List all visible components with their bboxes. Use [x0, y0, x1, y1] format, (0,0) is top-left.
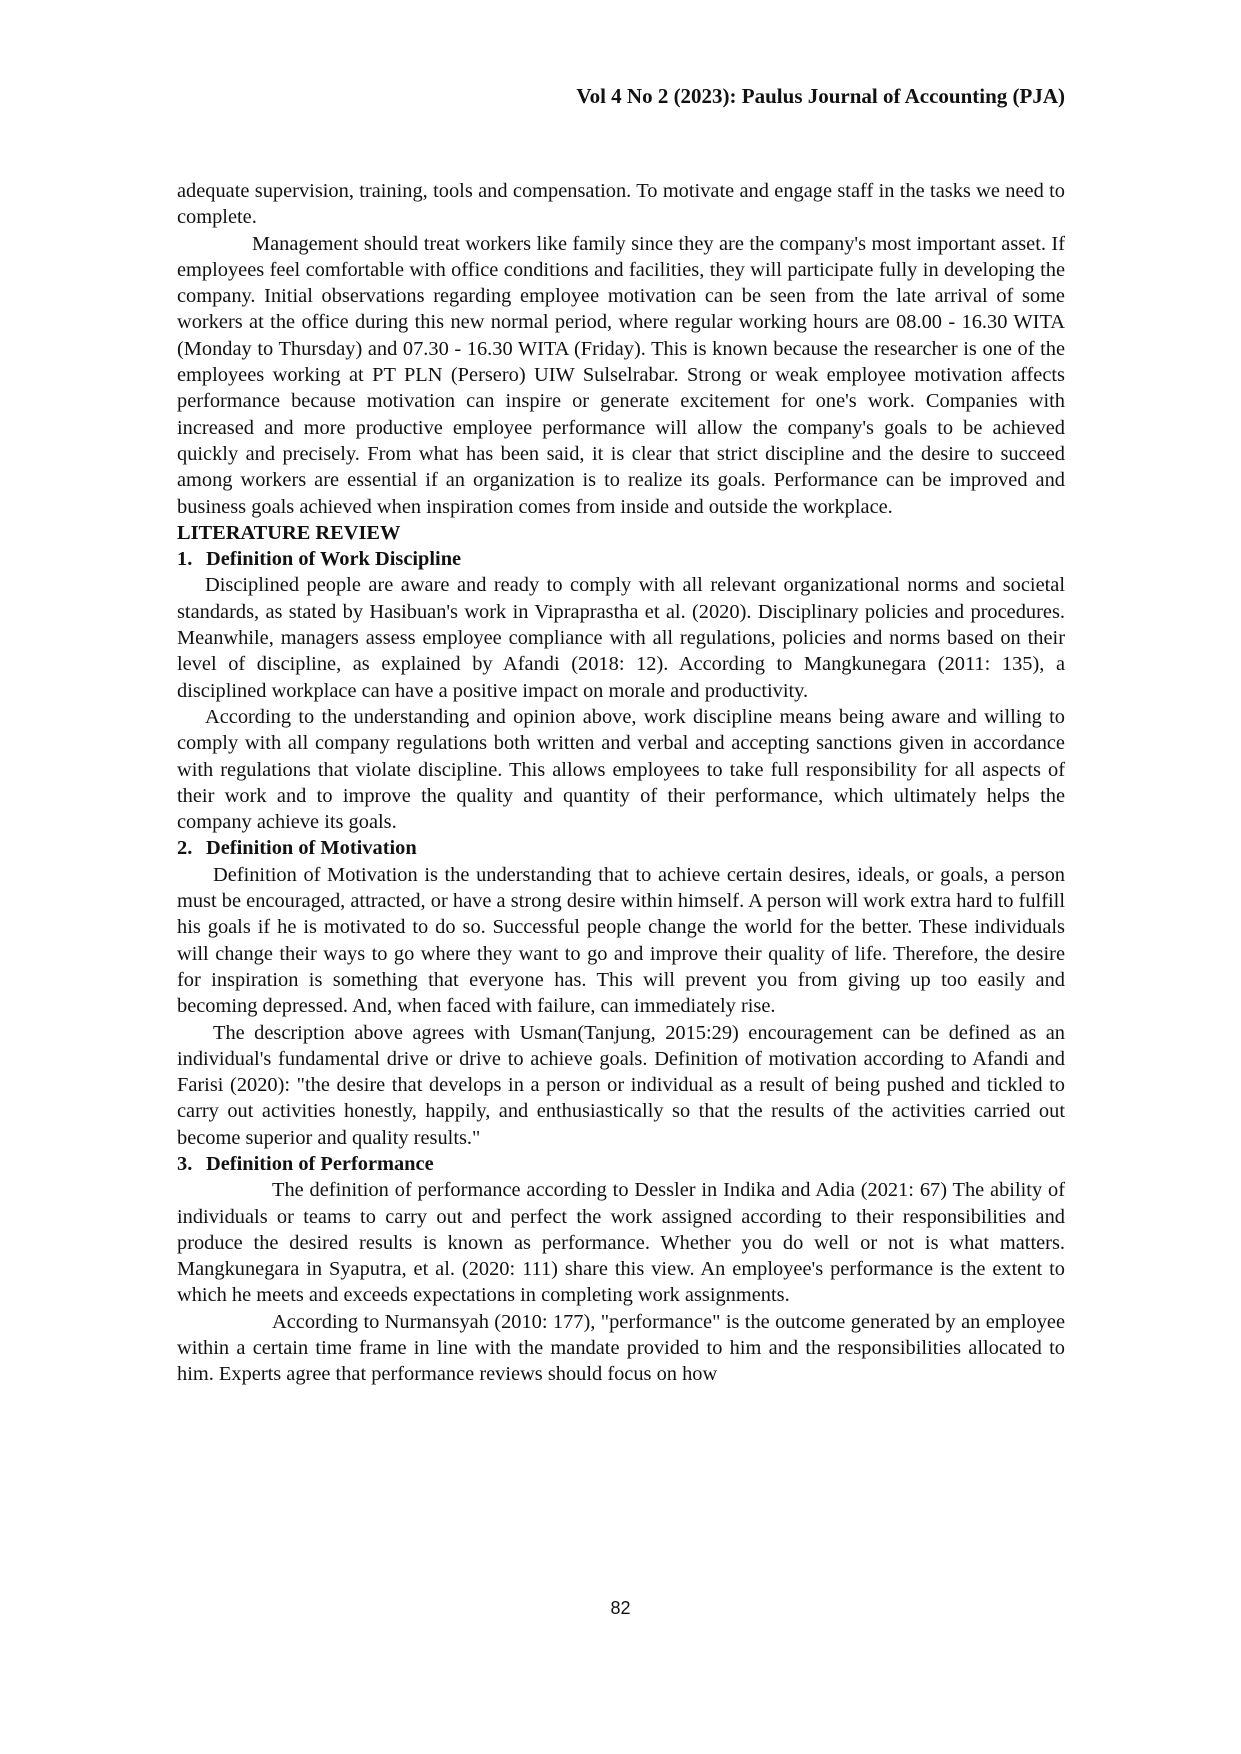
subsection-heading-performance	[177, 1151, 1065, 1177]
intro-paragraph-2: Management should treat workers like family since they are the company's most important asset. If employees feel comfortable with office conditions and facilities, they will participate fully in developing the company. Initial observations regarding employee motivation can be seen from the late arrival of some workers at the office during this new normal period, where regular working hours are 08.00 - 16.30 WITA (Monday to Thursday) and 07.30 - 16.30 WITA (Friday). This is known because the researcher is one of the employees working at PT PLN (Persero) UIW Sulselrabar. Strong or weak employee motivation affects performance because motivation can inspire or generate excitement for one's work. Companies with increased and more productive employee performance will allow the company's goals to be achieved quickly and precisely. From what has been said, it is clear that strict discipline and the desire to succeed among workers are essential if an organization is to realize its goals. Performance can be improved and business goals achieved when inspiration comes from inside and outside the workplace.	[177, 232, 1065, 518]
motivation-paragraph-1: Definition of Motivation is the understanding that to achieve certain desires, ideals, or goals, a person must be encouraged, attracted, or have a strong desire within himself. A person will work extra hard to fulfill his goals if he is motivated to do so. Successful people change the world for the better. These individuals will change their ways to go where they want to go and improve their quality of life. Therefore, the desire for inspiration is something that everyone has. This will prevent you from giving up too easily and becoming depressed. And, when faced with failure, can immediately rise.	[177, 863, 1065, 1018]
subsection-heading-work-discipline	[177, 546, 1065, 572]
performance-paragraph-1: The definition of performance according to Dessler in Indika and Adia (2021: 67) The ability of individuals or teams to carry out and perfect the work assigned according to their responsibilities and produce the desired results is known as performance. Whether you do well or not is what matters. Mangkunegara in Syaputra, et al. (2020: 111) share this view. An employee's performance is the extent to which he meets and exceeds expectations in completing work assignments.	[177, 1179, 1065, 1307]
motivation-paragraph-2: The description above agrees with Usman(Tanjung, 2015:29) encouragement can be defined as an individual's fundamental drive or drive to achieve goals. Definition of motivation according to Afandi and Farisi (2020): "the desire that develops in a person or individual as a result of being pushed and tickled to carry out activities honestly, happily, and enthusiastically so that the results of the activities carried out become superior and quality results."	[177, 1021, 1065, 1149]
subsection-number: 2.	[177, 837, 193, 860]
section-heading-literature-review: LITERATURE REVIEW	[177, 521, 401, 544]
performance-paragraph-2: According to Nurmansyah (2010: 177), "performance" is the outcome generated by an employee within a certain time frame in line with the mandate provided to him and the responsibilities allocated to him. Experts agree that performance reviews should focus on how	[177, 1310, 1065, 1386]
work-discipline-paragraph-1: Disciplined people are aware and ready to comply with all relevant organizational norms and societal standards, as stated by Hasibuan's work in Vipraprastha et al. (2020). Disciplinary policies and procedures. Meanwhile, managers assess employee compliance with all regulations, policies and norms based on their level of discipline, as explained by Afandi (2018: 12). According to Mangkunegara (2011: 135), a disciplined workplace can have a positive impact on morale and productivity.	[177, 574, 1065, 702]
page-number: 82	[610, 1598, 631, 1618]
body-text	[177, 178, 1065, 1388]
subsection-title: Definition of Motivation	[206, 837, 417, 860]
journal-header: Vol 4 No 2 (2023): Paulus Journal of Accounting (PJA)	[576, 84, 1065, 108]
intro-paragraph-1: adequate supervision, training, tools and compensation. To motivate and engage staff in the tasks we need to complete.	[177, 180, 1065, 229]
subsection-heading-motivation	[177, 835, 1065, 861]
subsection-number: 3.	[177, 1152, 193, 1175]
subsection-title: Definition of Work Discipline	[206, 548, 462, 571]
subsection-title: Definition of Performance	[206, 1152, 434, 1175]
work-discipline-paragraph-2: According to the understanding and opinion above, work discipline means being aware and willing to comply with all company regulations both written and verbal and accepting sanctions given in accordance with regulations that violate discipline. This allows employees to take full responsibility for all aspects of their work and to improve the quality and quantity of their performance, which ultimately helps the company achieve its goals.	[177, 705, 1065, 834]
subsection-number: 1.	[177, 548, 193, 571]
